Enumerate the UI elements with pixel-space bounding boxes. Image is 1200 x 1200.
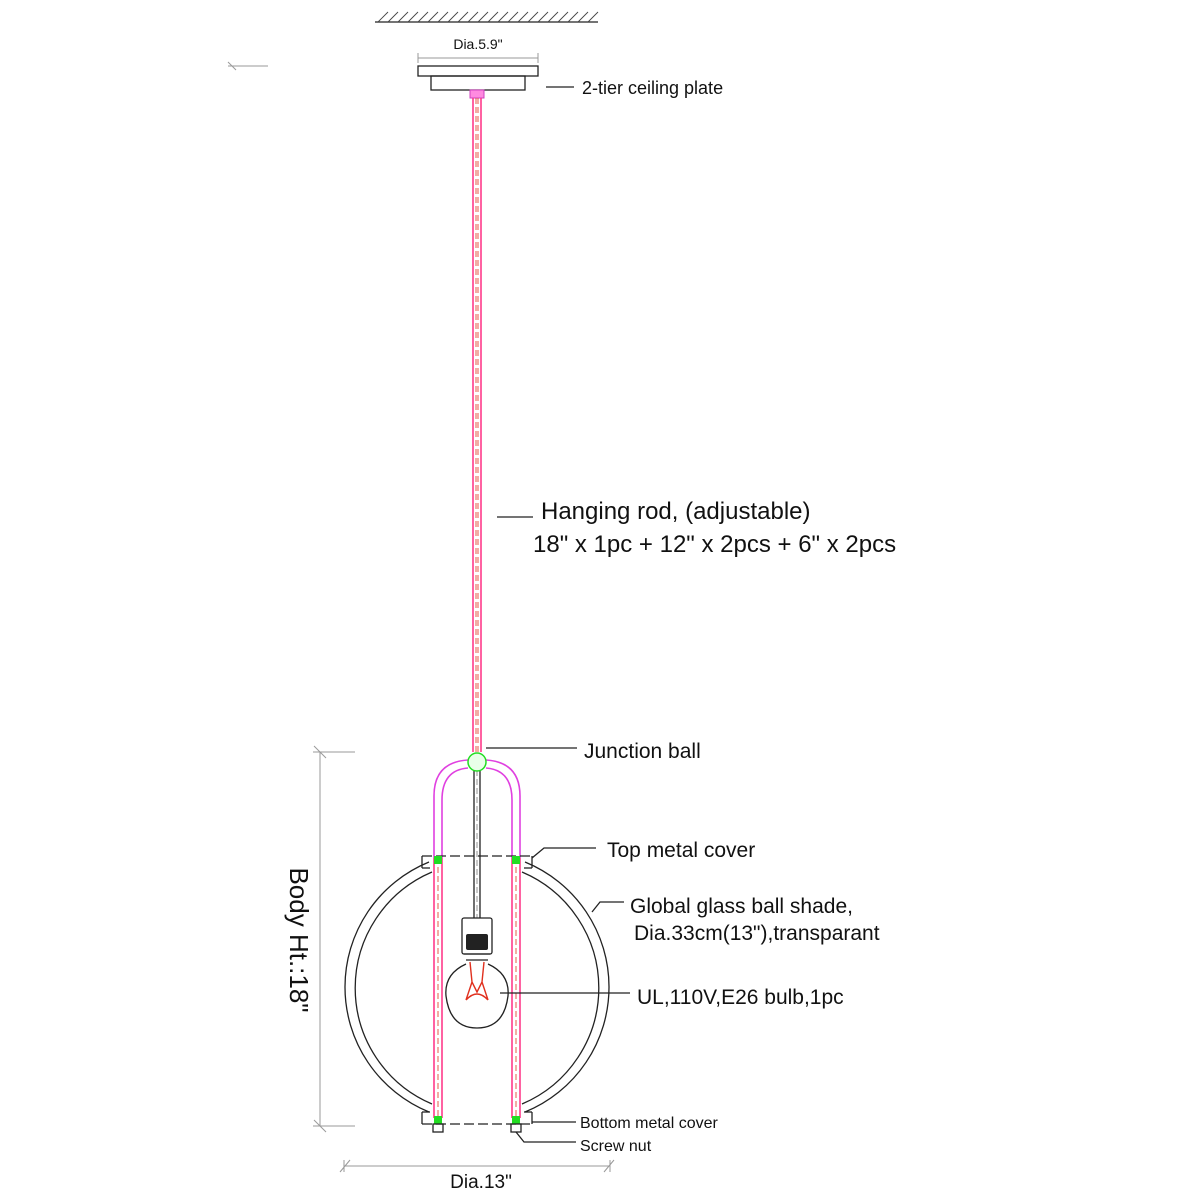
- body-height-label: Body Ht.:18": [284, 867, 314, 1013]
- ceiling-plate-callout: 2-tier ceiling plate: [582, 78, 724, 98]
- glass-shade-callout-line2: Dia.33cm(13"),transparant: [634, 922, 880, 945]
- bulb: [446, 962, 508, 1028]
- bottom-metal-cover: [422, 1112, 532, 1124]
- body-height-dimension: [313, 746, 355, 1132]
- ceiling-hatch: [375, 12, 598, 22]
- center-cord: [474, 770, 480, 918]
- bulb-socket: [462, 918, 492, 960]
- bulb-callout: UL,110V,E26 bulb,1pc: [637, 986, 844, 1009]
- hanging-rod: [473, 98, 481, 752]
- top-metal-cover-callout: Top metal cover: [607, 839, 756, 862]
- bottom-metal-cover-callout: Bottom metal cover: [580, 1115, 718, 1132]
- screw-nut-callout: Screw nut: [580, 1138, 652, 1155]
- body-diameter-label: Dia.13": [450, 1172, 512, 1193]
- ceiling-plate: [418, 66, 538, 98]
- ceiling-plate-dimension-label: Dia.5.9": [453, 36, 503, 52]
- hanging-rod-callout-line1: Hanging rod, (adjustable): [541, 498, 811, 525]
- body-diameter-dimension: [340, 1160, 614, 1172]
- glass-shade-callout-line1: Global glass ball shade,: [630, 895, 853, 918]
- hanging-rod-callout-line2: 18" x 1pc + 12" x 2pcs + 6" x 2pcs: [533, 531, 897, 558]
- junction-ball: [468, 753, 486, 771]
- junction-ball-callout: Junction ball: [584, 740, 701, 763]
- ceiling-plate-dimension: [418, 36, 538, 63]
- screw-nut-leader: [516, 1132, 576, 1142]
- top-metal-cover-leader: [532, 848, 596, 858]
- glass-shade-leader: [592, 902, 624, 912]
- screw-nuts: [433, 1124, 521, 1132]
